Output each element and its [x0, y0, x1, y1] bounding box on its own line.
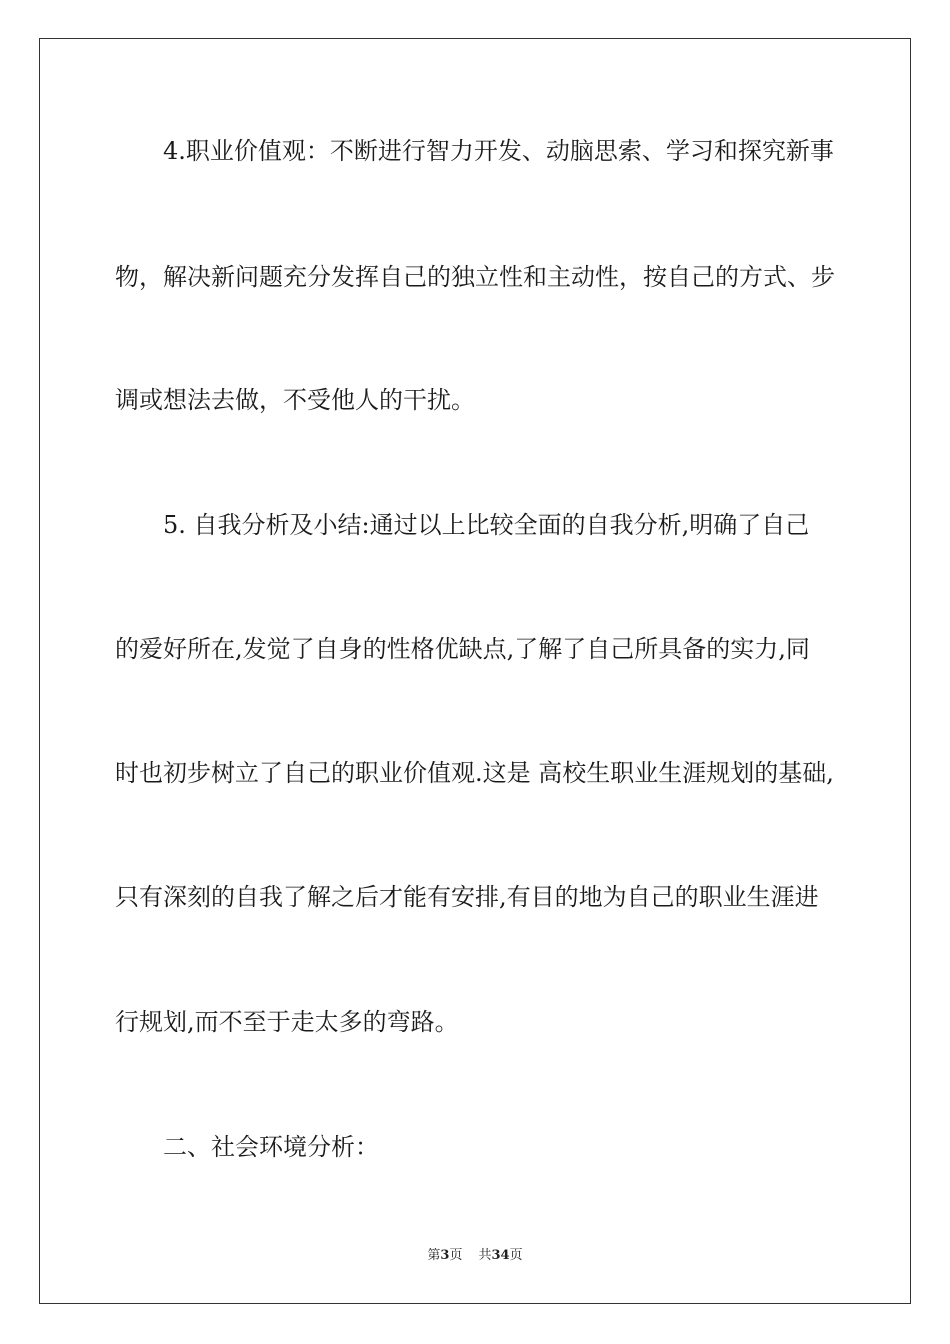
footer-total-prefix: 共 — [478, 1248, 492, 1263]
page-border — [39, 38, 911, 1304]
paragraph-line-2: 物，解决新问题充分发挥自己的独立性和主动性，按自己的方式、步 — [115, 263, 835, 291]
footer-page-number: 3 — [440, 1248, 450, 1263]
paragraph-line-3: 调或想法去做，不受他人的干扰。 — [115, 386, 475, 414]
paragraph-line-6: 时也初步树立了自己的职业价值观.这是 高校生职业生涯规划的基础, — [115, 759, 834, 787]
paragraph-line-8: 行规划,而不至于走太多的弯路。 — [115, 1008, 459, 1036]
footer-page-prefix: 第 — [427, 1248, 441, 1263]
footer-page-suffix: 页 — [449, 1248, 463, 1263]
page-footer — [0, 1247, 950, 1265]
paragraph-line-7: 只有深刻的自我了解之后才能有安排,有目的地为自己的职业生涯进 — [115, 883, 819, 911]
footer-total-suffix: 页 — [509, 1248, 523, 1263]
paragraph-line-1: 4.职业价值观：不断进行智力开发、动脑思索、学习和探究新事 — [163, 137, 834, 165]
section-heading: 二、社会环境分析： — [163, 1133, 379, 1161]
paragraph-line-5: 的爱好所在,发觉了自身的性格优缺点,了解了自己所具备的实力,同 — [115, 635, 810, 663]
paragraph-line-4: 5. 自我分析及小结:通过以上比较全面的自我分析,明确了自己 — [163, 511, 810, 539]
footer-total-pages: 34 — [491, 1248, 510, 1263]
